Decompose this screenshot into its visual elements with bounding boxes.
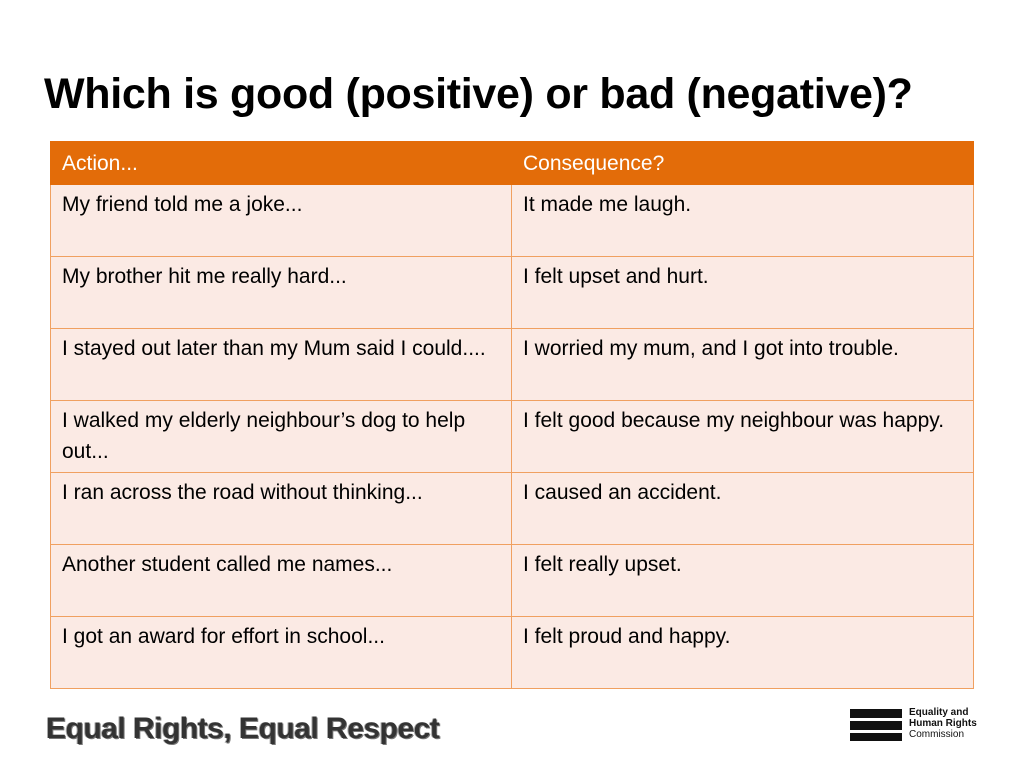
action-cell: My friend told me a joke... [51, 185, 512, 257]
ehrc-logo-text [909, 707, 977, 740]
slide-title: Which is good (positive) or bad (negative)? [44, 70, 913, 118]
action-cell: I walked my elderly neighbour’s dog to help out... [51, 401, 512, 473]
table-row [51, 329, 974, 401]
logo-line-2: Human Rights [909, 718, 977, 729]
consequence-cell: I felt upset and hurt. [512, 257, 974, 329]
table-row [51, 473, 974, 545]
table-row [51, 617, 974, 689]
equal-rights-slogan: Equal Rights, Equal Respect [46, 712, 440, 745]
logo-line-3: Commission [909, 729, 965, 740]
table-row [51, 401, 974, 473]
consequence-cell: It made me laugh. [512, 185, 974, 257]
action-cell: I got an award for effort in school... [51, 617, 512, 689]
consequence-cell: I felt really upset. [512, 545, 974, 617]
table-row [51, 185, 974, 257]
header-consequence: Consequence? [512, 142, 974, 185]
action-cell: I stayed out later than my Mum said I could.... [51, 329, 512, 401]
header-action: Action... [51, 142, 512, 185]
consequence-cell: I felt good because my neighbour was happy. [512, 401, 974, 473]
action-cell: Another student called me names... [51, 545, 512, 617]
action-cell: My brother hit me really hard... [51, 257, 512, 329]
consequence-cell: I caused an accident. [512, 473, 974, 545]
table-row [51, 257, 974, 329]
action-cell: I ran across the road without thinking... [51, 473, 512, 545]
action-consequence-table [50, 141, 974, 689]
consequence-cell: I felt proud and happy. [512, 617, 974, 689]
ehrc-logo-icon [850, 709, 902, 741]
table-header-row [51, 142, 974, 185]
consequence-cell: I worried my mum, and I got into trouble. [512, 329, 974, 401]
table-row [51, 545, 974, 617]
logo-line-1: Equality and [909, 707, 969, 718]
